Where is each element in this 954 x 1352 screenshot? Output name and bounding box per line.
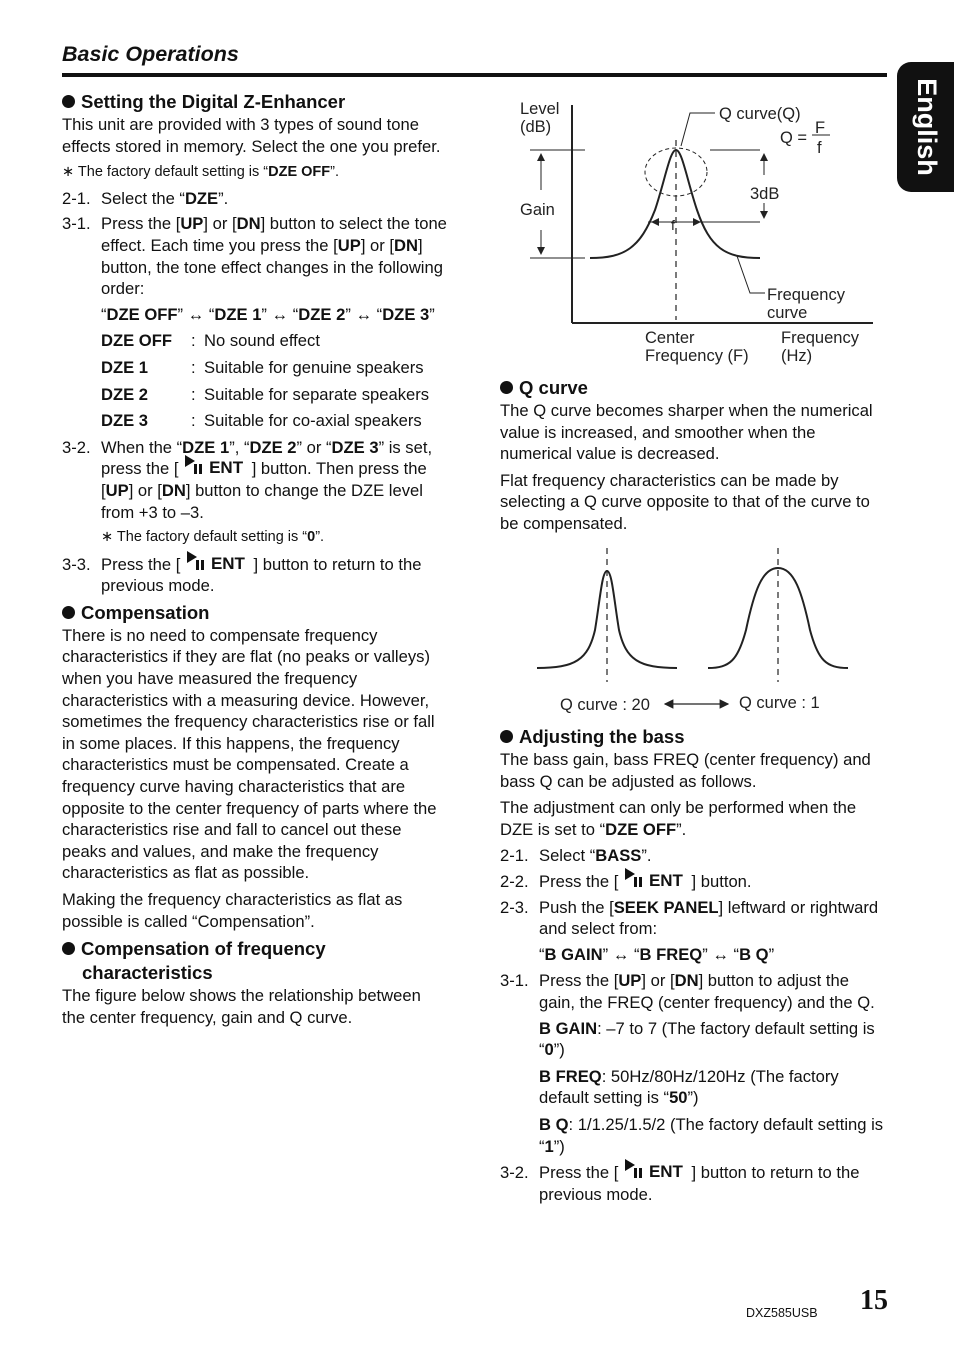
page-number: 15 (860, 1285, 888, 1316)
q-curve-20-label: Q curve : 20 (560, 696, 650, 714)
left-column (62, 90, 448, 1033)
language-tab (897, 62, 954, 192)
bandwidth-label: f (671, 217, 675, 233)
bass-step-2-3: 2-3. Push the [SEEK PANEL] leftward or rightward and select from: (500, 897, 879, 939)
dze-intro: This unit are provided with 3 types of sound tone effects stored in memory. Select the one you prefer. (62, 115, 441, 156)
dze-options-list (101, 330, 448, 431)
db-label: (dB) (520, 118, 552, 136)
dze-heading: Setting the Digital Z-Enhancer (62, 90, 448, 114)
bass-section (500, 725, 886, 1209)
bullet-icon (62, 606, 75, 619)
dze-order: “DZE OFF” ↔ “DZE 1” ↔ “DZE 2” ↔ “DZE 3” (101, 304, 435, 324)
bullet-icon (500, 381, 513, 394)
bass-order: “B GAIN” ↔ “B FREQ” ↔ “B Q” (539, 944, 775, 964)
dze-default-note: ∗ The factory default setting is “DZE OFF”. (62, 164, 340, 181)
bullet-icon (62, 95, 75, 108)
language-tab-label: English (911, 78, 942, 176)
step-2-1: 2-1. Select the “DZE”. (62, 188, 229, 208)
x-axis-label-1: Frequency (781, 329, 859, 347)
right-column (500, 376, 886, 540)
bass-step-3-2: 3-2. Press the [ ENT ] button to return to the previous mode. (500, 1162, 886, 1205)
center-label-2: Frequency (F) (645, 347, 749, 365)
header-rule (62, 73, 887, 77)
q-equation: Q = (780, 129, 808, 147)
compensation-paragraph-1: There is no need to compensate frequency characteristics if they are flat (no peaks or valleys) when you have measured the frequency characteristics with a measuring device. However, sometimes the frequency characteristics rise or fall in some places. If this happens, the frequency characteristics must be compensated. Create a frequency curve having characteristics that are opposite to the center frequency of parts where the characteristics rise and fall to cancel out these peaks and values, and make the frequency characteristics as flat as possible. (62, 625, 437, 883)
level-label: Level (520, 100, 560, 118)
section-title: Basic Operations (62, 42, 239, 66)
qcurve-paragraph-2: Flat frequency characteristics can be made by selecting a Q curve opposite to that of the curve to be compensated. (500, 470, 870, 533)
comp-freq-paragraph: The figure below shows the relationship between the center frequency, gain and Q curve. (62, 986, 421, 1027)
bass-freq-setting: B FREQ: 50Hz/80Hz/120Hz (The factory default setting is “50”) (539, 1066, 839, 1108)
bullet-icon (62, 942, 75, 955)
q-curve-comparison-diagram (520, 545, 870, 720)
model-number: DXZ585USB (746, 1306, 818, 1320)
dze-option: DZE 3 : Suitable for co-axial speakers (101, 411, 422, 431)
bass-heading: Adjusting the bass (500, 725, 886, 749)
step-3-1: 3-1. Press the [UP] or [DN] button to select the tone effect. Each time you press the [UP] or [DN] button, the tone effect changes in the following order: (62, 214, 447, 299)
frequency-curve-label-2: curve (767, 304, 808, 322)
bass-paragraph-2: The adjustment can only be performed when the DZE is set to “DZE OFF”. (500, 798, 857, 839)
bass-step-2-1: 2-1. Select “BASS”. (500, 846, 652, 866)
bass-step-2-2: 2-2. Press the [ ENT ] button. (500, 871, 886, 893)
dze-option: DZE OFF : No sound effect (101, 331, 320, 351)
center-label-1: Center (645, 329, 695, 347)
dze-option: DZE 2 : Suitable for separate speakers (101, 384, 430, 404)
dze-level-note: ∗ The factory default setting is “0”. (101, 529, 325, 546)
bass-paragraph-1: The bass gain, bass FREQ (center frequency) and bass Q can be adjusted as follows. (500, 750, 871, 791)
gain-label: Gain (520, 201, 555, 219)
bass-step-3-1: 3-1. Press the [UP] or [DN] button to adjust the gain, the FREQ (center frequency) and the Q. (500, 971, 875, 1012)
play-pause-ent-icon: ENT (185, 554, 249, 572)
q-curve-1-label: Q curve : 1 (739, 694, 820, 712)
bullet-icon (500, 730, 513, 743)
dze-option: DZE 1 : Suitable for genuine speakers (101, 357, 424, 377)
step-3-3: 3-3. Press the [ ENT ] button to return to the previous mode. (62, 554, 448, 597)
compensation-heading: Compensation (62, 601, 448, 625)
q-curve-diagram (500, 90, 900, 375)
play-pause-ent-icon: ENT (623, 1162, 687, 1180)
frequency-curve-label-1: Frequency (767, 286, 845, 304)
comp-freq-heading: Compensation of frequency characteristics (62, 937, 448, 985)
bass-gain-setting: B GAIN: –7 to 7 (The factory default setting is “0”) (539, 1018, 875, 1060)
x-axis-label-2: (Hz) (781, 347, 813, 365)
compensation-paragraph-2: Making the frequency characteristics as flat as possible is called “Compensation”. (62, 890, 403, 931)
frequency-curve (590, 150, 760, 258)
qcurve-heading: Q curve (500, 376, 886, 400)
qcurve-paragraph-1: The Q curve becomes sharper when the numerical value is increased, and smoother when the numerical value is decreased. (500, 401, 873, 464)
step-3-2: 3-2. When the “DZE 1”, “DZE 2” or “DZE 3” is set, press the [ ENT ] button. Then press the [UP] or [DN] button to change the DZE level from +3 to –3. (62, 437, 433, 522)
3db-label: 3dB (750, 185, 780, 203)
bass-q-setting: B Q: 1/1.25/1.5/2 (The factory default setting is “1”) (539, 1114, 884, 1156)
play-pause-ent-icon: ENT (183, 458, 247, 476)
q-denominator: f (817, 139, 822, 157)
q-numerator: F (815, 119, 826, 137)
q-curve-label: Q curve(Q) (719, 105, 801, 123)
play-pause-ent-icon: ENT (623, 871, 687, 889)
